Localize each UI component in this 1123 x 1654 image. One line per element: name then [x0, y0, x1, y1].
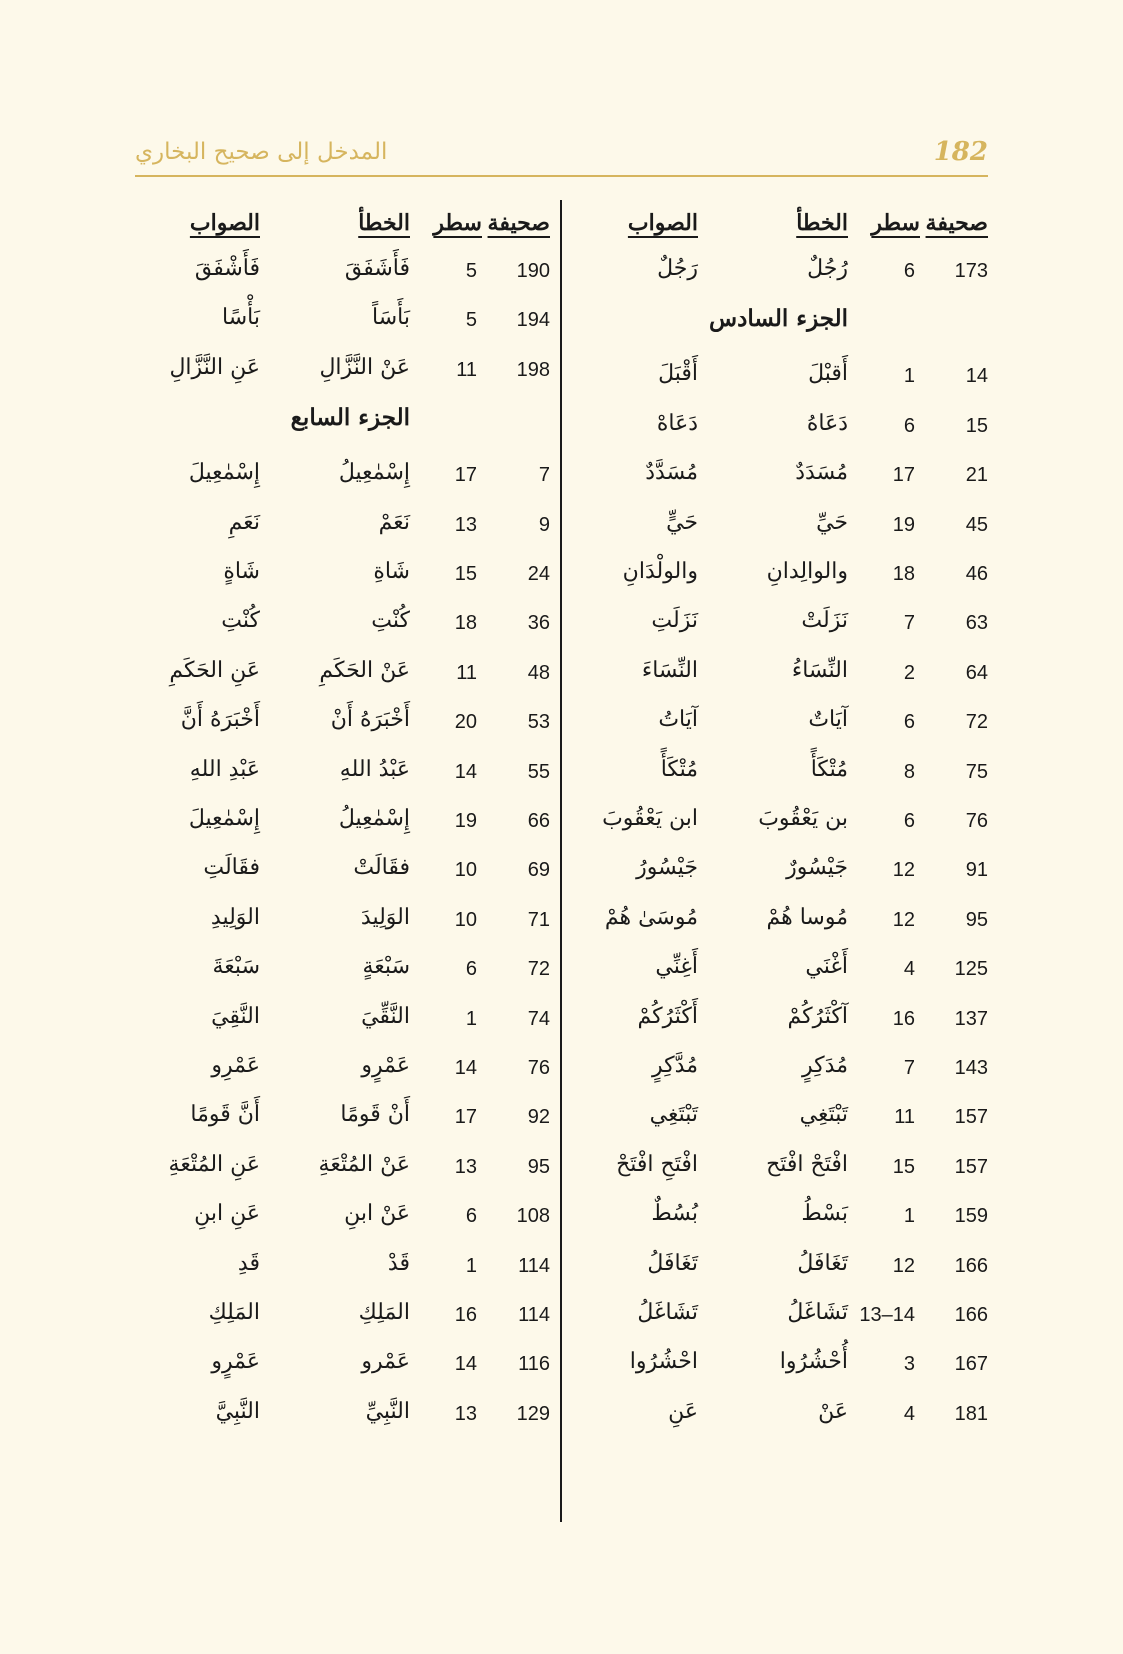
page-cell: 125	[954, 958, 988, 981]
page-cell: 91	[965, 859, 988, 882]
line-cell: 14	[454, 760, 477, 783]
header-page: صحيفة	[925, 210, 988, 236]
page-cell: 24	[527, 563, 550, 585]
wrong-cell: سَبْعَةٍ	[362, 954, 410, 980]
page-cell: 7	[538, 464, 550, 487]
right-cell: جَيْسُورُ	[636, 855, 698, 881]
page-cell: 53	[527, 711, 550, 734]
line-cell: 12	[892, 859, 915, 882]
right-cell: النَّبِيَّ	[215, 1398, 260, 1424]
right-cell: تَغَافَلُ	[647, 1250, 698, 1276]
right-cell: نَعَمِ	[228, 509, 260, 535]
wrong-cell: النَّبِيِّ	[365, 1398, 410, 1424]
wrong-cell: عَبْدُ اللهِ	[339, 756, 410, 782]
wrong-cell: رُجُلٌ	[807, 256, 848, 281]
line-cell: 11	[894, 1106, 915, 1129]
line-cell: 16	[454, 1304, 477, 1326]
errata-row	[575, 1199, 988, 1239]
right-cell: شَاةٍ	[223, 559, 260, 584]
wrong-cell: افْتَحْ افْتَح	[766, 1151, 848, 1177]
errata-row	[575, 1002, 988, 1042]
header-right: الصواب	[189, 210, 260, 236]
page-cell: 14	[965, 365, 988, 388]
errata-row	[135, 458, 550, 498]
header-wrong: الخطأ	[358, 210, 410, 236]
errata-row	[135, 903, 550, 943]
errata-row	[135, 952, 550, 992]
errata-row	[135, 1051, 550, 1091]
page-cell: 63	[965, 612, 988, 635]
page-cell: 21	[965, 464, 988, 487]
errata-row	[575, 903, 988, 943]
wrong-cell: مُوسا هُمْ	[766, 904, 848, 930]
wrong-cell: دَعَاهُ	[806, 410, 848, 436]
line-cell: 1	[903, 365, 915, 388]
right-cell: بَأْسًا	[222, 305, 260, 331]
header-wrong: الخطأ	[796, 210, 848, 236]
right-cell: عَنِ النَّزَّالِ	[169, 354, 260, 380]
right-cell: مُتْكَأً	[660, 756, 698, 782]
line-cell: 1	[903, 1205, 915, 1228]
right-cell: أَخْبَرَهُ أَنَّ	[180, 707, 260, 733]
line-cell: 10	[454, 908, 477, 931]
line-cell: 1	[465, 1007, 477, 1030]
line-cell: 16	[892, 1007, 915, 1030]
line-cell: 12	[892, 1254, 915, 1277]
errata-row	[575, 1150, 988, 1190]
wrong-cell: عَنْ المُتْعَةِ	[318, 1151, 410, 1177]
wrong-cell: النَّقِّيَ	[361, 1003, 410, 1029]
section-heading: الجزء السابع	[290, 404, 410, 432]
page-cell: 95	[965, 908, 988, 931]
line-cell: 13	[454, 1402, 477, 1425]
line-cell: 1	[465, 1254, 477, 1277]
wrong-cell: قَدْ	[387, 1250, 410, 1276]
page-cell: 66	[527, 810, 550, 832]
right-cell: المَلِكِ	[208, 1300, 260, 1325]
errata-row	[135, 853, 550, 893]
page-cell: 72	[527, 958, 550, 981]
errata-row	[575, 755, 988, 795]
right-cell: أَقْبَلَ	[658, 361, 698, 387]
errata-row	[575, 1397, 988, 1437]
errata-row	[135, 1298, 550, 1338]
errata-row	[575, 1298, 988, 1338]
page-cell: 69	[527, 859, 550, 882]
line-cell: 20	[454, 711, 477, 734]
right-cell: عَنِ الحَكَمِ	[169, 657, 260, 683]
line-cell: 18	[454, 612, 477, 635]
page-cell: 74	[527, 1007, 550, 1030]
line-cell: 4	[903, 958, 915, 981]
page-cell: 95	[527, 1155, 550, 1178]
line-cell: 6	[465, 1205, 477, 1228]
wrong-cell: آكْثَرُكُمْ	[787, 1003, 848, 1029]
errata-row	[575, 853, 988, 893]
errata-row	[135, 1150, 550, 1190]
errata-row	[575, 557, 988, 597]
line-cell: 7	[903, 612, 915, 635]
errata-row	[575, 458, 988, 498]
page-cell: 129	[516, 1402, 550, 1425]
wrong-cell: مُسَدَدٌ	[795, 460, 848, 486]
header-right: الصواب	[627, 210, 698, 236]
wrong-cell: أُحْشُرُوا	[779, 1349, 848, 1375]
errata-row	[575, 804, 988, 844]
page-cell: 64	[965, 661, 988, 684]
errata-row	[135, 1100, 550, 1140]
right-cell: أَغِنِّي	[655, 954, 698, 980]
right-cell: افْتَحِ افْتَحْ	[616, 1151, 698, 1177]
errata-row	[135, 508, 550, 548]
page-cell: 46	[965, 563, 988, 585]
line-cell: 6	[903, 414, 915, 437]
page-cell: 76	[965, 810, 988, 832]
column-divider	[560, 200, 562, 1522]
right-cell: أَنَّ قَومًا	[190, 1102, 260, 1128]
wrong-cell: أَقبْلَ	[808, 361, 848, 387]
right-cell: النَّقِيَ	[211, 1003, 260, 1029]
right-cell: عَنِ	[668, 1398, 698, 1424]
wrong-cell: شَاةِ	[373, 559, 410, 584]
right-cell: عَنِ ابنِ	[194, 1201, 260, 1227]
line-cell: 19	[454, 810, 477, 832]
right-cell: مُوسَىٰ هُمْ	[604, 904, 698, 930]
page-cell: 157	[954, 1155, 988, 1178]
errata-row	[135, 254, 550, 294]
errata-row	[575, 705, 988, 745]
page-cell: 116	[518, 1353, 550, 1376]
wrong-cell: الوَلِيدَ	[360, 904, 410, 930]
line-cell: 5	[465, 260, 477, 282]
errata-row	[135, 353, 550, 393]
errata-row	[575, 359, 988, 399]
right-cell: عَمْرٍو	[211, 1349, 260, 1375]
right-cell: تَشَاغَلُ	[637, 1300, 698, 1325]
page-cell: 190	[516, 260, 550, 282]
line-cell: 3	[903, 1353, 915, 1376]
wrong-cell: عَنْ	[818, 1398, 848, 1424]
right-cell: دَعَاهْ	[656, 410, 698, 436]
right-cell: إِسْمٰعِيلَ	[188, 806, 260, 831]
line-cell: 11	[456, 358, 477, 381]
wrong-cell: تَغَافَلُ	[797, 1250, 848, 1276]
page-header	[135, 135, 988, 177]
wrong-cell: عَمْرو	[361, 1349, 410, 1375]
errata-row	[575, 656, 988, 696]
line-cell: 11	[456, 661, 477, 684]
errata-row	[135, 1347, 550, 1387]
errata-row	[135, 755, 550, 795]
line-cell: 8	[903, 760, 915, 783]
errata-row	[575, 1249, 988, 1289]
page-cell: 114	[518, 1254, 550, 1277]
page-cell: 75	[965, 760, 988, 783]
line-cell: 17	[892, 464, 915, 487]
right-cell: كُنْتِ	[221, 608, 260, 634]
line-cell: 14	[454, 1057, 477, 1079]
right-cell: والولْدَانِ	[622, 559, 698, 584]
right-cell: حَيٍّ	[666, 509, 698, 535]
page-cell: 194	[516, 309, 550, 332]
wrong-cell: بَأَسَاً	[372, 305, 410, 331]
wrong-cell: عَنْ النَّزَّالِ	[319, 354, 410, 380]
wrong-cell: بن يَعْقُوبَ	[758, 806, 848, 831]
right-cell: النِّسَاءَ	[641, 657, 698, 683]
page-cell: 167	[954, 1353, 988, 1376]
line-cell: 13–14	[859, 1304, 915, 1326]
line-cell: 2	[903, 661, 915, 684]
wrong-cell: إِسْمٰعِيلُ	[338, 806, 410, 831]
page-number: 182	[933, 137, 988, 167]
page-cell: 157	[954, 1106, 988, 1129]
errata-row	[575, 409, 988, 449]
header-page: صحيفة	[487, 210, 550, 236]
errata-row	[135, 656, 550, 696]
wrong-cell: والوالِدانِ	[766, 559, 848, 584]
right-cell: فَأَشْفَقَ	[194, 256, 260, 281]
line-cell: 15	[454, 563, 477, 585]
line-cell: 19	[892, 513, 915, 536]
errata-row	[575, 1100, 988, 1140]
page-cell: 114	[518, 1304, 550, 1326]
wrong-cell: أَغْنَي	[805, 954, 848, 980]
wrong-cell: بَسْطُ	[801, 1201, 848, 1227]
right-cell: مُدَّكِرٍ	[652, 1053, 698, 1078]
errata-row	[575, 606, 988, 646]
wrong-cell: جَيْسُورٌ	[786, 855, 848, 881]
page-cell: 36	[527, 612, 550, 635]
book-title: المدخل إلى صحيح البخاري	[135, 139, 388, 165]
column-header-row	[575, 210, 988, 250]
right-cell: آيَاتُ	[658, 707, 698, 733]
wrong-cell: كُنْتِ	[371, 608, 410, 634]
line-cell: 6	[903, 711, 915, 734]
right-cell: قَدِ	[237, 1250, 260, 1276]
wrong-cell: أَنْ قَومًا	[340, 1102, 410, 1128]
column-header-row	[135, 210, 550, 250]
wrong-cell: عَنْ ابنِ	[344, 1201, 410, 1227]
wrong-cell: آيَاتٌ	[808, 707, 848, 733]
errata-row	[135, 606, 550, 646]
right-cell: عَبْدِ اللهِ	[189, 756, 260, 782]
right-cell: بُسُطٌ	[651, 1201, 698, 1227]
wrong-cell: المَلِكِ	[358, 1300, 410, 1325]
page-cell: 159	[954, 1205, 988, 1228]
page-cell: 173	[954, 260, 988, 282]
page-cell: 143	[954, 1057, 988, 1079]
line-cell: 6	[903, 810, 915, 832]
errata-row	[135, 557, 550, 597]
line-cell: 12	[892, 908, 915, 931]
page-cell: 48	[527, 661, 550, 684]
line-cell: 18	[892, 563, 915, 585]
page-cell: 9	[538, 513, 550, 536]
right-cell: تَبْتَغِي	[649, 1102, 698, 1128]
page-cell: 76	[527, 1057, 550, 1079]
line-cell: 6	[903, 260, 915, 282]
errata-row	[135, 1199, 550, 1239]
page-cell: 55	[527, 760, 550, 783]
header-line: سطر	[433, 210, 482, 236]
line-cell: 10	[454, 859, 477, 882]
errata-row	[575, 254, 988, 294]
right-cell: نَزَلَتِ	[651, 608, 698, 634]
errata-row	[135, 1002, 550, 1042]
right-cell: احْشُرُوا	[629, 1349, 698, 1375]
right-cell: سَبْعَةَ	[212, 954, 260, 980]
line-cell: 17	[454, 1106, 477, 1129]
wrong-cell: نَزَلَتْ	[801, 608, 848, 634]
wrong-cell: تَبْتَغِي	[799, 1102, 848, 1128]
line-cell: 14	[454, 1353, 477, 1376]
right-cell: أَكْثَرُكُمْ	[637, 1003, 698, 1029]
errata-column-right	[575, 210, 988, 1530]
page-cell: 92	[527, 1106, 550, 1129]
line-cell: 5	[465, 309, 477, 332]
right-cell: الوَلِيدِ	[210, 904, 260, 930]
wrong-cell: إِسْمٰعِيلُ	[338, 460, 410, 486]
line-cell: 4	[903, 1402, 915, 1425]
wrong-cell: تَشَاغَلُ	[787, 1300, 848, 1325]
errata-row	[575, 1051, 988, 1091]
page-cell: 181	[954, 1402, 988, 1425]
errata-row	[575, 952, 988, 992]
page-cell: 166	[954, 1304, 988, 1326]
wrong-cell: أَخْبَرَهُ أَنْ	[330, 707, 410, 733]
line-cell: 13	[454, 1155, 477, 1178]
wrong-cell: نَعَمْ	[378, 509, 410, 535]
errata-row	[575, 508, 988, 548]
page-cell: 137	[954, 1007, 988, 1030]
page-cell: 72	[965, 711, 988, 734]
right-cell: فقَالَتِ	[203, 855, 260, 881]
section-heading: الجزء السادس	[709, 305, 848, 333]
errata-row	[135, 1397, 550, 1437]
page-cell: 45	[965, 513, 988, 536]
line-cell: 15	[892, 1155, 915, 1178]
errata-column-left	[135, 210, 550, 1530]
right-cell: رَجُلٌ	[657, 256, 698, 281]
page-cell: 108	[516, 1205, 550, 1228]
wrong-cell: فقَالَتْ	[353, 855, 410, 881]
wrong-cell: مُدَكِرٍ	[802, 1053, 848, 1078]
line-cell: 17	[454, 464, 477, 487]
right-cell: عَمْرِو	[211, 1053, 260, 1078]
wrong-cell: عَمْرٍو	[361, 1053, 410, 1078]
right-cell: عَنِ المُتْعَةِ	[168, 1151, 260, 1177]
right-cell: إِسْمٰعِيلَ	[188, 460, 260, 486]
header-line: سطر	[871, 210, 920, 236]
line-cell: 7	[903, 1057, 915, 1079]
line-cell: 13	[454, 513, 477, 536]
right-cell: ابن يَعْقُوبَ	[602, 806, 698, 831]
page-cell: 166	[954, 1254, 988, 1277]
wrong-cell: مُتْكَأً	[810, 756, 848, 782]
wrong-cell: عَنْ الحَكَمِ	[319, 657, 410, 683]
errata-row	[135, 804, 550, 844]
wrong-cell: النِّسَاءُ	[791, 657, 848, 683]
errata-row	[575, 1347, 988, 1387]
page-cell: 71	[527, 908, 550, 931]
page-cell: 15	[965, 414, 988, 437]
wrong-cell: حَيِّ	[816, 509, 848, 535]
errata-row	[135, 1249, 550, 1289]
page-cell: 198	[516, 358, 550, 381]
errata-row	[135, 303, 550, 343]
wrong-cell: فَأَشَفَقَ	[344, 256, 410, 281]
errata-row	[135, 705, 550, 745]
right-cell: مُسَدَّدٌ	[645, 460, 698, 486]
line-cell: 6	[465, 958, 477, 981]
